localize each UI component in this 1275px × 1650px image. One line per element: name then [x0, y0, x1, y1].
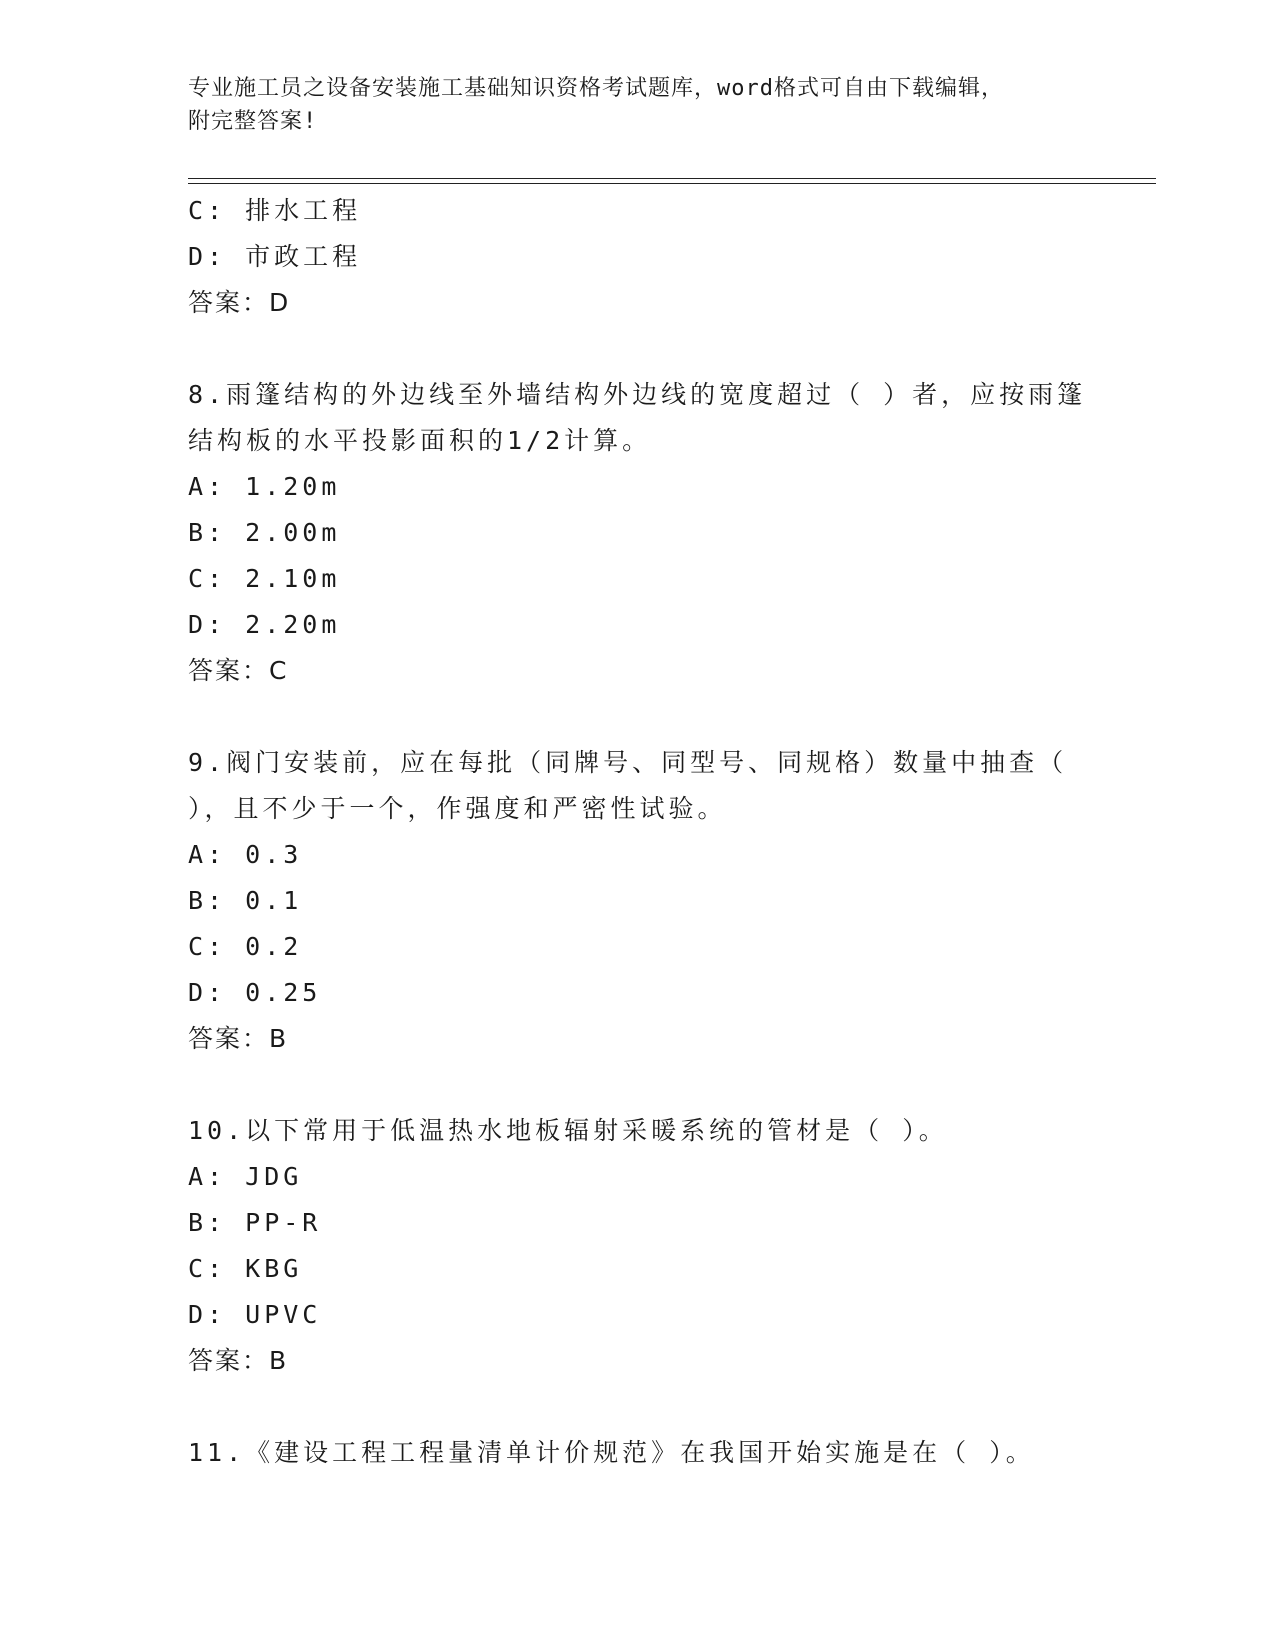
option-a: A: JDG: [188, 1162, 303, 1191]
question-stem-line: 8.雨篷结构的外边线至外墙结构外边线的宽度超过（ ）者，应按雨篷: [188, 380, 1087, 409]
question-block-10: [188, 1108, 1148, 1384]
option-d: D: 市政工程: [188, 242, 362, 271]
option-c: C: 排水工程: [188, 196, 362, 225]
header-title-line-1: 专业施工员之设备安装施工基础知识资格考试题库，word格式可自由下载编辑，: [188, 76, 1004, 101]
question-stem-line: 结构板的水平投影面积的1/2计算。: [188, 426, 652, 455]
option-d: D: 0.25: [188, 978, 322, 1007]
option-c: C: 2.10m: [188, 564, 341, 593]
spacer: [188, 326, 1148, 372]
header-title-line-2: 附完整答案!: [188, 109, 318, 134]
question-stem-line: ），且不少于一个，作强度和严密性试验。: [188, 794, 727, 823]
option-c: C: KBG: [188, 1254, 303, 1283]
spacer: [188, 1384, 1148, 1430]
question-stem-line: 10.以下常用于低温热水地板辐射采暖系统的管材是（ ）。: [188, 1116, 948, 1145]
question-stem-line: 9.阀门安装前，应在每批（同牌号、同型号、同规格）数量中抽查（: [188, 748, 1068, 777]
header-divider-bottom: [188, 183, 1156, 184]
spacer: [188, 694, 1148, 740]
spacer: [188, 1062, 1148, 1108]
question-block-8: [188, 372, 1148, 694]
question-block-11: [188, 1430, 1148, 1476]
question-stem-line: 11.《建设工程工程量清单计价规范》在我国开始实施是在（ ）。: [188, 1438, 1035, 1467]
option-c: C: 0.2: [188, 932, 303, 961]
option-d: D: UPVC: [188, 1300, 322, 1329]
option-b: B: PP-R: [188, 1208, 322, 1237]
answer-line: 答案：C: [188, 656, 289, 685]
option-a: A: 0.3: [188, 840, 303, 869]
answer-line: 答案：D: [188, 288, 291, 317]
option-b: B: 0.1: [188, 886, 303, 915]
header-divider-top: [188, 178, 1156, 179]
option-b: B: 2.00m: [188, 518, 341, 547]
answer-line: 答案：B: [188, 1024, 289, 1053]
option-d: D: 2.20m: [188, 610, 341, 639]
question-list: [188, 188, 1148, 1476]
question-block-9: [188, 740, 1148, 1062]
option-a: A: 1.20m: [188, 472, 341, 501]
answer-line: 答案：B: [188, 1346, 289, 1375]
question-block-prev: [188, 188, 1148, 326]
document-header: [188, 72, 1068, 138]
